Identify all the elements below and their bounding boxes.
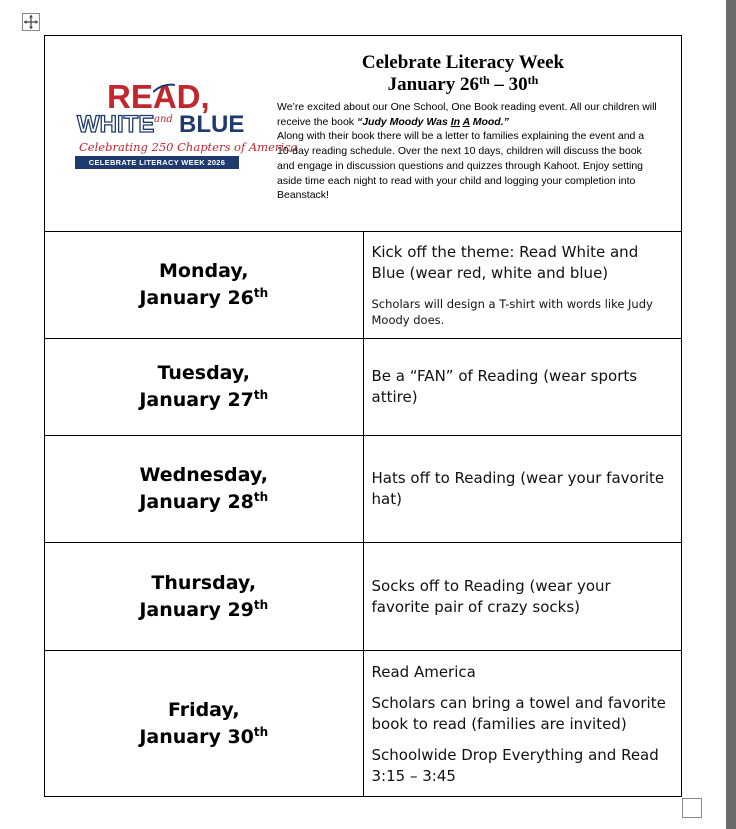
table-row (45, 651, 682, 797)
table-resize-handle[interactable] (682, 798, 702, 818)
day-cell-tuesday: Tuesday, January 27th (45, 339, 364, 436)
table-row (45, 339, 682, 436)
activity-text: Read America (371, 663, 476, 681)
logo-read-text: READ, (107, 78, 210, 115)
logo-blue-text: BLUE (179, 111, 245, 138)
activity-cell-monday (363, 232, 682, 339)
star-swoosh-icon (153, 81, 175, 93)
book-title: “Judy Moody Was In A Mood.” (356, 115, 509, 128)
logo-white-text: WHITE (77, 111, 155, 138)
literacy-week-table (44, 35, 682, 797)
day-cell-wednesday: Wednesday, January 28th (45, 436, 364, 543)
activity-text: Kick off the theme: Read White and Blue (wear red, white and blue) (371, 243, 639, 282)
table-row (45, 232, 682, 339)
title-dates: January 26th – 30th (387, 73, 539, 95)
logo-and-text: and (154, 114, 173, 125)
activity-text: Socks off to Reading (wear your favorite pair of crazy socks) (371, 576, 611, 616)
day-cell-thursday: Thursday, January 29th (45, 543, 364, 651)
table-row (45, 543, 682, 651)
activity-cell-thursday (363, 543, 682, 651)
read-white-blue-logo (75, 78, 298, 172)
table-move-handle[interactable] (22, 13, 40, 31)
logo-banner: CELEBRATE LITERACY WEEK 2026 (75, 156, 239, 169)
activity-text: Schoolwide Drop Everything and Read 3:15 – 3:45 (371, 746, 659, 785)
title-block (277, 52, 657, 203)
activity-text: Hats off to Reading (wear your favorite hat) (371, 469, 665, 508)
day-cell-friday: Friday, January 30th (45, 651, 364, 797)
activity-cell-friday (363, 651, 682, 797)
day-cell-monday: Monday, January 26th (45, 232, 364, 339)
page-title (269, 52, 657, 96)
table-row (45, 436, 682, 543)
activity-text: Be a “FAN” of Reading (wear sports attire) (371, 367, 638, 406)
title-line: Celebrate Literacy Week (361, 52, 565, 73)
header-row (45, 36, 682, 232)
activity-note: Scholars will design a T-shirt with words like Judy Moody does. (371, 297, 653, 327)
header-cell (45, 36, 682, 232)
activity-cell-tuesday (363, 339, 682, 436)
activity-cell-wednesday (363, 436, 682, 543)
logo-tagline: Celebrating 250 Chapters of America (79, 140, 298, 154)
move-arrows-icon (23, 14, 39, 30)
vertical-scrollbar[interactable] (726, 0, 736, 829)
intro-paragraph: We’re excited about our One School, One Book reading event. All our children will receive the book “Judy Moody Was In A Mood.” Along with their book there will be a letter to families explaining the event and a 10-day reading schedule. Over the next 10 days, children will discuss the book and engage in discussion questions and quizzes through Kahoot. Enjoy setting aside time each night to read with your child and logging your completion into Beanstack! (277, 101, 657, 202)
activity-text: Scholars can bring a towel and favorite book to read (families are invited) (371, 694, 666, 733)
